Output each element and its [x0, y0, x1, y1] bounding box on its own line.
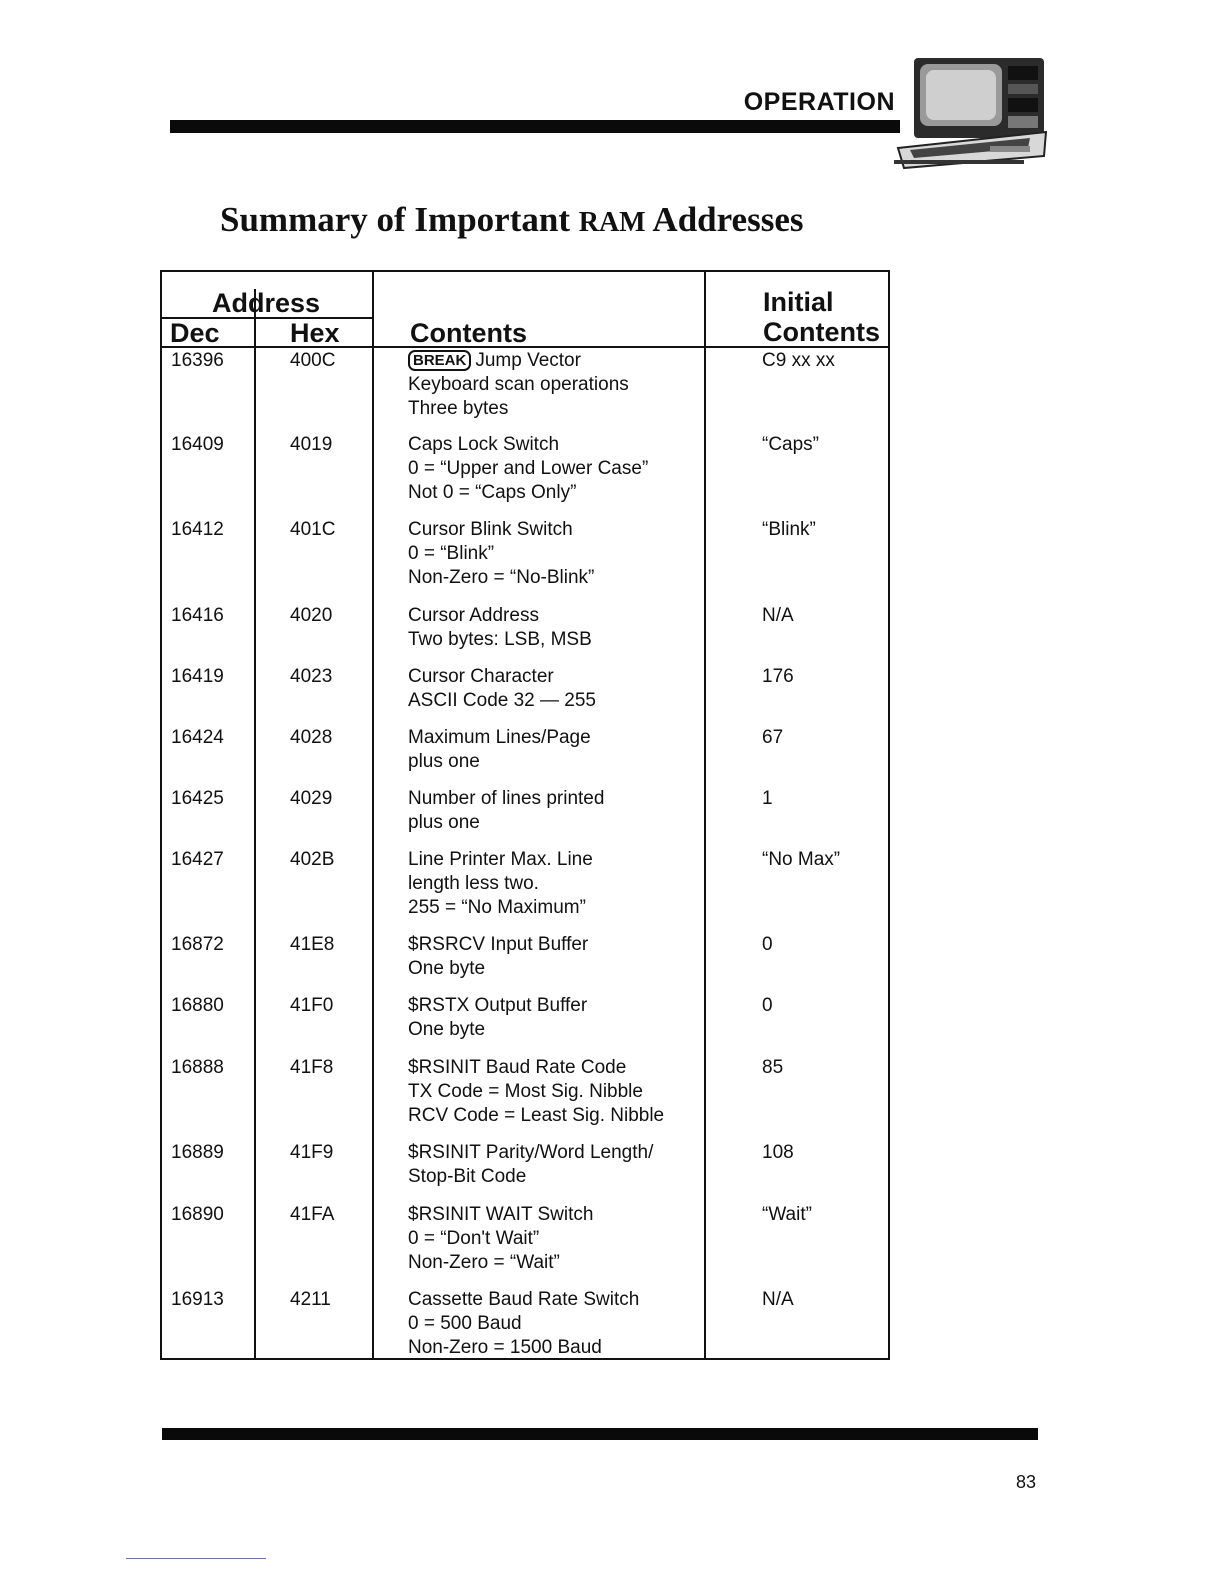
contents-line: Maximum Lines/Page	[408, 727, 591, 748]
contents-line: Number of lines printed	[408, 788, 605, 809]
top-rule	[170, 120, 900, 133]
cell-contents	[408, 604, 708, 652]
cell-contents	[408, 933, 708, 981]
contents-line: Cassette Baud Rate Switch	[408, 1289, 640, 1310]
cell-contents	[408, 994, 708, 1042]
contents-line: One byte	[408, 1019, 486, 1040]
table-row	[162, 1203, 888, 1285]
bottom-rule	[162, 1428, 1038, 1440]
cell-dec: 16425	[171, 788, 224, 809]
contents-line: 0 = “Don't Wait”	[408, 1228, 540, 1249]
cell-contents	[408, 1056, 708, 1128]
cell-initial-contents: “Wait”	[762, 1204, 812, 1225]
cell-hex: 4211	[290, 1289, 331, 1310]
contents-line: length less two.	[408, 873, 539, 894]
contents-line: 0 = “Blink”	[408, 543, 495, 564]
table-row	[162, 349, 888, 431]
title-tail: Addresses	[645, 200, 804, 239]
cell-hex: 4029	[290, 788, 333, 809]
contents-line: Three bytes	[408, 398, 509, 419]
contents-line: 0 = 500 Baud	[408, 1313, 522, 1334]
cell-hex: 41F0	[290, 995, 334, 1016]
contents-line: Cursor Blink Switch	[408, 519, 573, 540]
table-row	[162, 1056, 888, 1138]
cell-initial-contents: C9 xx xx	[762, 350, 835, 371]
cell-dec: 16872	[171, 934, 224, 955]
cell-contents	[408, 349, 708, 421]
contents-line: Stop-Bit Code	[408, 1166, 527, 1187]
contents-line: Two bytes: LSB, MSB	[408, 629, 592, 650]
cell-hex: 400C	[290, 350, 336, 371]
contents-line: Caps Lock Switch	[408, 434, 560, 455]
header-initial: Initial	[763, 287, 834, 317]
cell-hex: 41F8	[290, 1057, 334, 1078]
contents-line: $RSINIT Baud Rate Code	[408, 1057, 627, 1078]
ram-address-table	[160, 270, 890, 1360]
cell-dec: 16913	[171, 1289, 224, 1310]
section-header: OPERATION	[743, 88, 895, 116]
cell-hex: 41FA	[290, 1204, 335, 1225]
cell-initial-contents: “No Max”	[762, 849, 841, 870]
contents-line	[408, 349, 708, 373]
header-address: Address	[212, 288, 321, 318]
footer-underline	[126, 1558, 266, 1559]
cell-contents	[408, 1203, 708, 1275]
cell-dec: 16889	[171, 1142, 224, 1163]
cell-contents	[408, 665, 708, 713]
cell-dec: 16888	[171, 1057, 224, 1078]
cell-contents	[408, 1288, 708, 1360]
cell-initial-contents: 1	[762, 788, 773, 809]
header-hex: Hex	[290, 318, 340, 348]
contents-line: ASCII Code 32 — 255	[408, 690, 596, 711]
cell-dec: 16416	[171, 605, 224, 626]
cell-contents	[408, 518, 708, 590]
header-dec: Dec	[170, 318, 220, 348]
cell-contents	[408, 1141, 708, 1189]
page-title	[220, 200, 920, 240]
cell-dec: 16419	[171, 666, 224, 687]
cell-initial-contents: 85	[762, 1057, 784, 1078]
contents-line: Cursor Address	[408, 605, 539, 626]
title-acronym: RAM	[578, 207, 646, 238]
page-number: 83	[1016, 1472, 1037, 1492]
cell-initial-contents: 0	[762, 995, 773, 1016]
contents-line: $RSINIT WAIT Switch	[408, 1204, 594, 1225]
cell-dec: 16890	[171, 1204, 224, 1225]
contents-line: Non-Zero = 1500 Baud	[408, 1337, 602, 1358]
cell-contents	[408, 726, 708, 774]
cell-dec: 16409	[171, 434, 224, 455]
computer-illustration-icon	[890, 52, 1050, 174]
cell-hex: 4019	[290, 434, 333, 455]
contents-line: plus one	[408, 812, 480, 833]
contents-line: Line Printer Max. Line	[408, 849, 593, 870]
cell-initial-contents: 67	[762, 727, 784, 748]
header-contents: Contents	[410, 318, 527, 348]
cell-dec: 16427	[171, 849, 224, 870]
cell-contents	[408, 787, 708, 835]
cell-dec: 16412	[171, 519, 224, 540]
cell-initial-contents: N/A	[762, 605, 794, 626]
contents-line: Not 0 = “Caps Only”	[408, 482, 577, 503]
header-initial-contents: Contents	[763, 317, 880, 347]
cell-hex: 402B	[290, 849, 335, 870]
contents-line: 0 = “Upper and Lower Case”	[408, 458, 649, 479]
cell-contents	[408, 433, 708, 505]
cell-dec: 16396	[171, 350, 224, 371]
cell-initial-contents: 108	[762, 1142, 794, 1163]
cell-hex: 4023	[290, 666, 333, 687]
cell-dec: 16424	[171, 727, 224, 748]
contents-line: 255 = “No Maximum”	[408, 897, 586, 918]
table-row	[162, 433, 888, 515]
title-main: Summary of Important	[220, 200, 579, 239]
table-row	[162, 518, 888, 600]
contents-line: Cursor Character	[408, 666, 554, 687]
cell-initial-contents: “Blink”	[762, 519, 816, 540]
table-row	[162, 848, 888, 930]
contents-text: Jump Vector	[475, 350, 581, 371]
cell-hex: 41E8	[290, 934, 335, 955]
contents-line: Non-Zero = “Wait”	[408, 1252, 560, 1273]
cell-initial-contents: 176	[762, 666, 794, 687]
contents-line: Keyboard scan operations	[408, 374, 629, 395]
cell-contents	[408, 848, 708, 920]
cell-dec: 16880	[171, 995, 224, 1016]
cell-initial-contents: “Caps”	[762, 434, 820, 455]
cell-hex: 4020	[290, 605, 333, 626]
table-row	[162, 1288, 888, 1370]
cell-hex: 4028	[290, 727, 333, 748]
contents-line: TX Code = Most Sig. Nibble	[408, 1081, 643, 1102]
contents-line: $RSTX Output Buffer	[408, 995, 588, 1016]
cell-hex: 41F9	[290, 1142, 334, 1163]
contents-line: plus one	[408, 751, 480, 772]
cell-initial-contents: N/A	[762, 1289, 794, 1310]
contents-line: Non-Zero = “No-Blink”	[408, 567, 595, 588]
contents-line: One byte	[408, 958, 486, 979]
contents-line: $RSRCV Input Buffer	[408, 934, 589, 955]
break-key-icon: BREAK	[408, 350, 471, 371]
contents-line: $RSINIT Parity/Word Length/	[408, 1142, 654, 1163]
cell-initial-contents: 0	[762, 934, 773, 955]
contents-line: RCV Code = Least Sig. Nibble	[408, 1105, 665, 1126]
cell-hex: 401C	[290, 519, 336, 540]
